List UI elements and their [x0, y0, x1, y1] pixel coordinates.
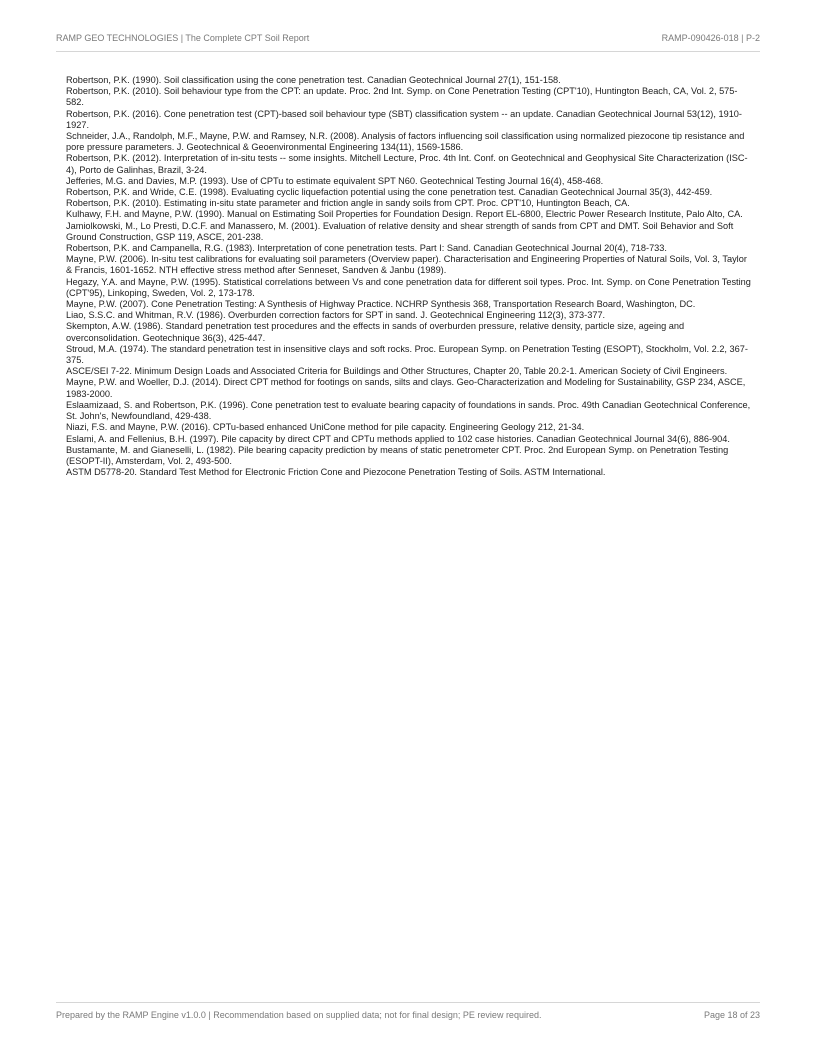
reference-item: Kulhawy, F.H. and Mayne, P.W. (1990). Manual on Estimating Soil Properties for Foundation Design. Report EL-6800, Electric Power Research Institute, Palo Alto, CA.: [66, 209, 743, 220]
reference-item: Stroud, M.A. (1974). The standard penetration test in insensitive clays and soft rocks. Proc. European Symp. on Penetration Testing (ESOPT), Stockholm, Vol. 2.2, 367-375.: [66, 343, 748, 366]
reference-item: Mayne, P.W. (2006). In-situ test calibrations for evaluating soil parameters (Overview paper). Characterisation and Engineering Properties of Natural Soils, Vol. 3, Taylor & Francis, 1601-1652. NTH effective stress method after Senneset, Sandven & Janbu (1989).: [66, 254, 747, 276]
reference-item: Jamiolkowski, M., Lo Presti, D.C.F. and Manassero, M. (2001). Evaluation of relative density and shear strength of sands from CPT and DMT. Soil Behavior and Soft Ground Construction, GSP 119, ASCE, 201-238.: [66, 220, 734, 242]
header-report-id: RAMP-090426-018 | P-2: [661, 33, 760, 43]
reference-item: Robertson, P.K. (2010). Estimating in-situ state parameter and friction angle in sandy soils from CPT. Proc. CPT'10, Huntington Beach, CA.: [66, 198, 630, 209]
footer-disclaimer: Prepared by the RAMP Engine v1.0.0 | Recommendation based on supplied data; not for final design; PE review required.: [56, 1010, 542, 1020]
reference-item: Eslami, A. and Fellenius, B.H. (1997). Pile capacity by direct CPT and CPTu methods applied to 102 case histories. Canadian Geotechnical Journal 34(6), 886-904.: [66, 433, 730, 444]
reference-item: Skempton, A.W. (1986). Standard penetration test procedures and the effects in sands of overburden pressure, relative density, particle size, ageing and overconsolidation. Geotechnique 36(3), 425-447.: [66, 321, 685, 343]
reference-item: Liao, S.S.C. and Whitman, R.V. (1986). Overburden correction factors for SPT in sand. J. Geotechnical Engineering 112(3), 373-377.: [66, 310, 606, 321]
reference-item: Robertson, P.K. (2012). Interpretation of in-situ tests -- some insights. Mitchell Lecture, Proc. 4th Int. Conf. on Geotechnical and Geophysical Site Characterization (ISC-4), Porto de Galinhas, Brazil, 3-24.: [66, 153, 748, 175]
reference-item: Niazi, F.S. and Mayne, P.W. (2016). CPTu-based enhanced UniCone method for pile capacity. Engineering Geology 212, 21-34.: [66, 422, 585, 433]
reference-item: Schneider, J.A., Randolph, M.F., Mayne, P.W. and Ramsey, N.R. (2008). Analysis of factors influencing soil classification using normalized piezocone tip resistance and pore pressure parameters. J. Geotechnical & Geoenvironmental Engineering 134(11), 1569-1586.: [66, 131, 745, 153]
page-header: [56, 33, 760, 52]
reference-item: Robertson, P.K. (2016). Cone penetration test (CPT)-based soil behaviour type (SBT) classification system -- an update. Canadian Geotechnical Journal 53(12), 1910-1927.: [66, 108, 742, 130]
reference-item: ASCE/SEI 7-22. Minimum Design Loads and Associated Criteria for Buildings and Other Structures, Chapter 20, Table 20.2-1. American Society of Civil Engineers.: [66, 366, 728, 377]
reference-item: Robertson, P.K. (2010). Soil behaviour type from the CPT: an update. Proc. 2nd Int. Symp. on Cone Penetration Testing (CPT'10), Huntington Beach, CA, Vol. 2, 575-582.: [66, 86, 738, 108]
reference-item: ASTM D5778-20. Standard Test Method for Electronic Friction Cone and Piezocone Penetration Testing of Soils. ASTM International.: [66, 467, 606, 478]
reference-item: Robertson, P.K. and Wride, C.E. (1998). Evaluating cyclic liquefaction potential using the cone penetration test. Canadian Geotechnical Journal 35(3), 442-459.: [66, 187, 713, 198]
references-list: [66, 75, 754, 478]
reference-item: Robertson, P.K. (1990). Soil classification using the cone penetration test. Canadian Geotechnical Journal 27(1), 151-158.: [66, 75, 561, 85]
reference-item: Eslaamizaad, S. and Robertson, P.K. (1996). Cone penetration test to evaluate bearing capacity of foundations in sands. Proc. 49th Canadian Geotechnical Conference, St. John's, Newfoundland, 429-438.: [66, 399, 751, 422]
reference-item: Bustamante, M. and Gianeselli, L. (1982). Pile bearing capacity prediction by means of static penetrometer CPT. Proc. 2nd European Symp. on Penetration Testing (ESOPT-II), Amsterdam, Vol. 2, 493-500.: [66, 444, 729, 466]
reference-item: Mayne, P.W. and Woeller, D.J. (2014). Direct CPT method for footings on sands, silts and clays. Geo-Characterization and Modeling for Sustainability, GSP 234, ASCE, 1983-2000.: [66, 377, 746, 399]
page-footer: [56, 1002, 760, 1024]
reference-item: Jefferies, M.G. and Davies, M.P. (1993). Use of CPTu to estimate equivalent SPT N60. Geotechnical Testing Journal 16(4), 458-468.: [66, 175, 604, 186]
header-report-title: RAMP GEO TECHNOLOGIES | The Complete CPT Soil Report: [56, 33, 310, 43]
footer-page-number: Page 18 of 23: [703, 1010, 760, 1020]
reference-item: Mayne, P.W. (2007). Cone Penetration Testing: A Synthesis of Highway Practice. NCHRP Synthesis 368, Transportation Research Board, Washington, DC.: [66, 299, 696, 310]
reference-item: Hegazy, Y.A. and Mayne, P.W. (1995). Statistical correlations between Vs and cone penetration data for different soil types. Proc. Int. Symp. on Cone Penetration Testing (CPT'95), Linkoping, Sweden, Vol. 2, 173-178.: [66, 276, 751, 298]
reference-item: Robertson, P.K. and Campanella, R.G. (1983). Interpretation of cone penetration tests. Part I: Sand. Canadian Geotechnical Journal 20(4), 718-733.: [66, 243, 667, 254]
